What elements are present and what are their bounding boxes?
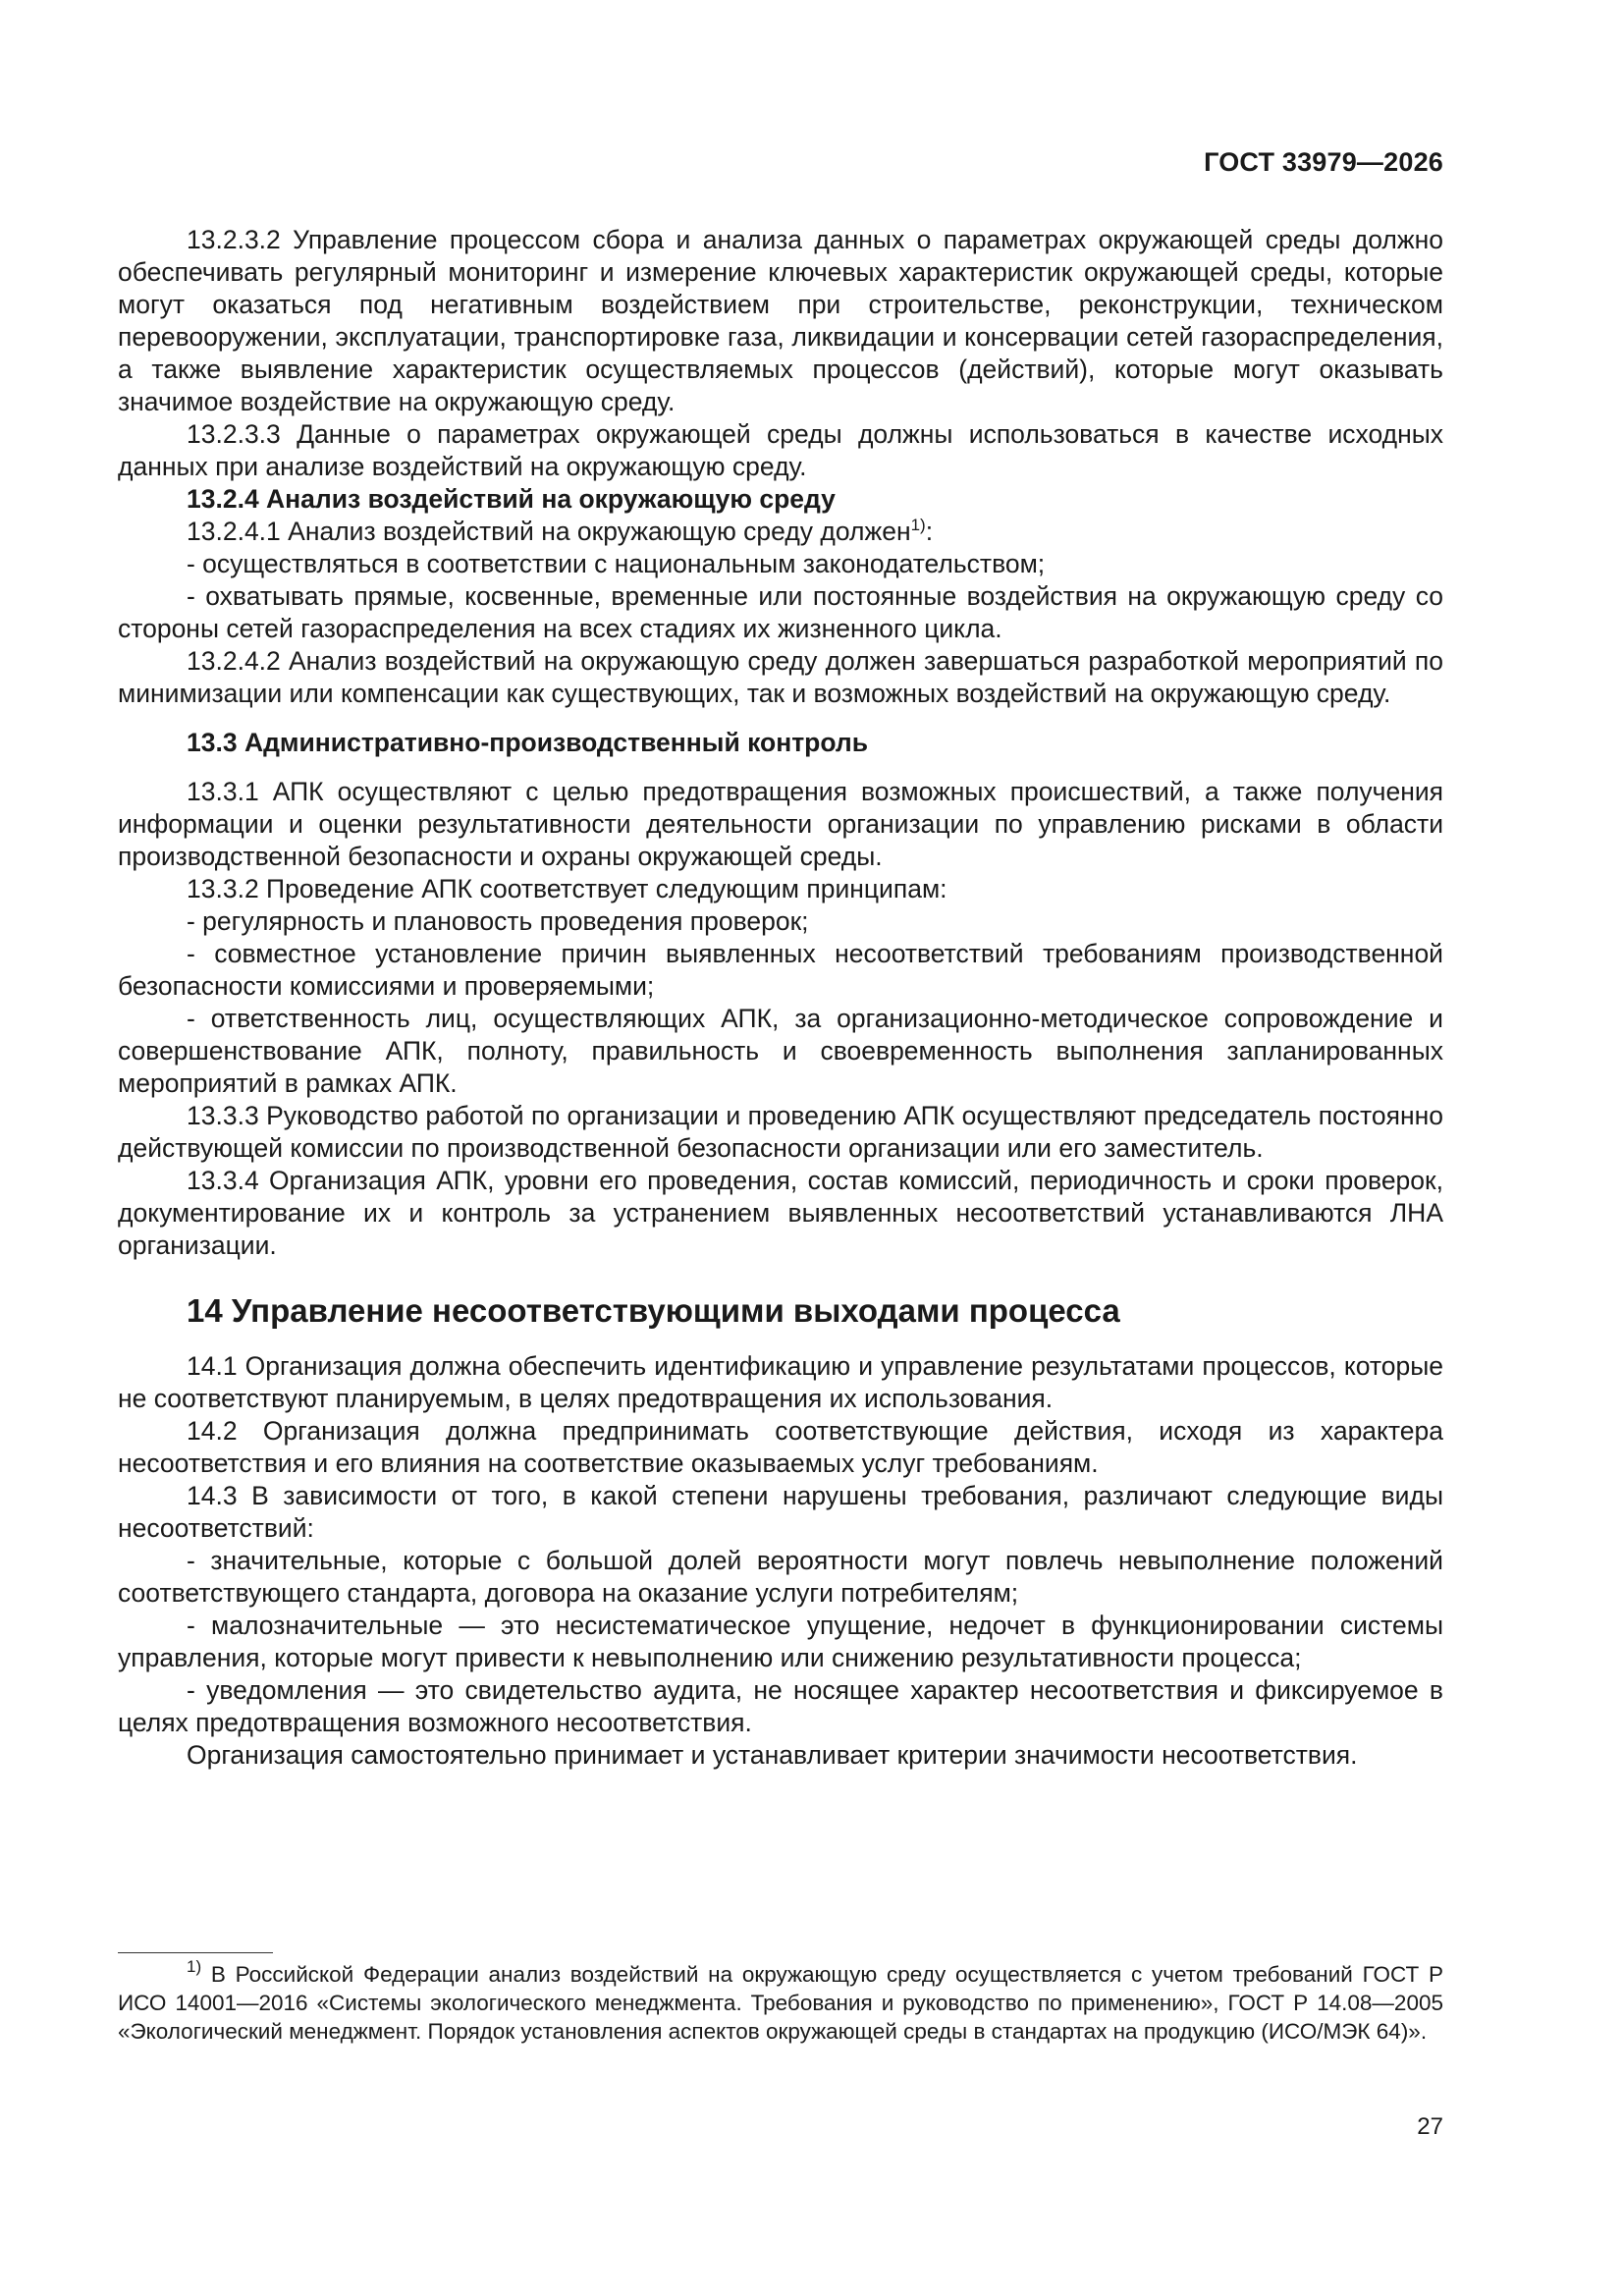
- footnote-paragraph: [118, 1957, 1443, 2046]
- clause-13-2-4-1-text: 13.2.4.1 Анализ воздействий на окружающую среду должен: [187, 517, 911, 546]
- body-text: [118, 224, 1443, 1772]
- clause-13-3-1: 13.3.1 АПК осуществляют с целью предотвращения возможных происшествий, а также получения информации и оценки результативности деятельности организации по управлению рисками в области производственной безопасности и охраны окружающей среды.: [118, 777, 1443, 871]
- clause-14-2: 14.2 Организация должна предпринимать соответствующие действия, исходя из характера несоответствия и его влияния на соответствие оказываемых услуг требованиям.: [118, 1416, 1443, 1478]
- footnote-text: В Российской Федерации анализ воздействий на окружающую среду осуществляется с учетом требований ГОСТ Р ИСО 14001—2016 «Системы экологического менеджмента. Требования и руководство по применению», ГОСТ Р 14.08—2005 «Экологический менеджмент. Порядок установления аспектов окружающей среды в стандартах на продукцию (ИСО/МЭК 64)».: [118, 1962, 1443, 2044]
- clause-13-3-3: 13.3.3 Руководство работой по организации и проведению АПК осуществляют председатель постоянно действующей комиссии по производственной безопасности организации или его заместитель.: [118, 1101, 1443, 1163]
- footnote-marker: 1): [187, 1957, 202, 1976]
- footnote-ref[interactable]: 1): [910, 516, 926, 534]
- clause-14-1: 14.1 Организация должна обеспечить идентификацию и управление результатами процессов, которые не соответствуют планируемым, в целях предотвращения их использования.: [118, 1351, 1443, 1413]
- clause-13-3-2: 13.3.2 Проведение АПК соответствует следующим принципам:: [187, 874, 947, 903]
- subsection-heading-13-2-4: 13.2.4 Анализ воздействий на окружающую среду: [187, 484, 836, 514]
- document-header: ГОСТ 33979—2026: [1204, 147, 1443, 177]
- footnote-divider: [118, 1952, 273, 1953]
- clause-13-2-4-1-colon: :: [925, 517, 934, 546]
- closing-paragraph: Организация самостоятельно принимает и устанавливает критерии значимости несоответствия.: [187, 1740, 1358, 1770]
- clause-14-3: 14.3 В зависимости от того, в какой степени нарушены требования, различают следующие виды несоответствий:: [118, 1481, 1443, 1543]
- list-item: - совместное установление причин выявленных несоответствий требованиям производственной безопасности комиссиями и проверяемыми;: [118, 939, 1443, 1001]
- list-item: - значительные, которые с большой долей вероятности могут повлечь невыполнение положений соответствующего стандарта, договора на оказание услуги потребителям;: [118, 1546, 1443, 1608]
- clause-13-2-3-3: 13.2.3.3 Данные о параметрах окружающей среды должны использоваться в качестве исходных данных при анализе воздействий на окружающую среду.: [118, 419, 1443, 481]
- list-item: - уведомления — это свидетельство аудита, не носящее характер несоответствия и фиксируемое в целях предотвращения возможного несоответствия.: [118, 1675, 1443, 1737]
- list-item: - осуществляться в соответствии с национальным законодательством;: [187, 549, 1046, 578]
- footnote: [118, 1957, 1443, 2046]
- page-number: 27: [1417, 2113, 1443, 2140]
- clause-13-2-3-2: 13.2.3.2 Управление процессом сбора и анализа данных о параметрах окружающей среды должно обеспечивать регулярный мониторинг и измерение ключевых характеристик окружающей среды, которые могут оказаться под негативным воздействием при строительстве, реконструкции, техническом перевооружении, эксплуатации, транспортировке газа, ликвидации и консервации сетей газораспределения, а также выявление характеристик осуществляемых процессов (действий), которые могут оказывать значимое воздействие на окружающую среду.: [118, 225, 1443, 416]
- chapter-heading-14: 14 Управление несоответствующими выходами процесса: [187, 1292, 1120, 1329]
- list-item: - регулярность и плановость проведения проверок;: [187, 906, 809, 936]
- list-item: - ответственность лиц, осуществляющих АПК, за организационно-методическое сопровождение и совершенствование АПК, полноту, правильность и своевременность выполнения запланированных мероприятий в рамках АПК.: [118, 1004, 1443, 1098]
- list-item: - малозначительные — это несистематическое упущение, недочет в функционировании системы управления, которые могут привести к невыполнению или снижению результативности процесса;: [118, 1611, 1443, 1672]
- section-heading-13-3: 13.3 Административно-производственный контроль: [187, 728, 869, 757]
- clause-13-2-4-1: [118, 516, 1443, 548]
- clause-13-2-4-2: 13.2.4.2 Анализ воздействий на окружающую среду должен завершаться разработкой мероприятий по минимизации или компенсации как существующих, так и возможных воздействий на окружающую среду.: [118, 646, 1443, 708]
- clause-13-3-4: 13.3.4 Организация АПК, уровни его проведения, состав комиссий, периодичность и сроки проверок, документирование их и контроль за устранением выявленных несоответствий устанавливаются ЛНА организации.: [118, 1166, 1443, 1260]
- list-item: - охватывать прямые, косвенные, временные или постоянные воздействия на окружающую среду со стороны сетей газораспределения на всех стадиях их жизненного цикла.: [118, 581, 1443, 643]
